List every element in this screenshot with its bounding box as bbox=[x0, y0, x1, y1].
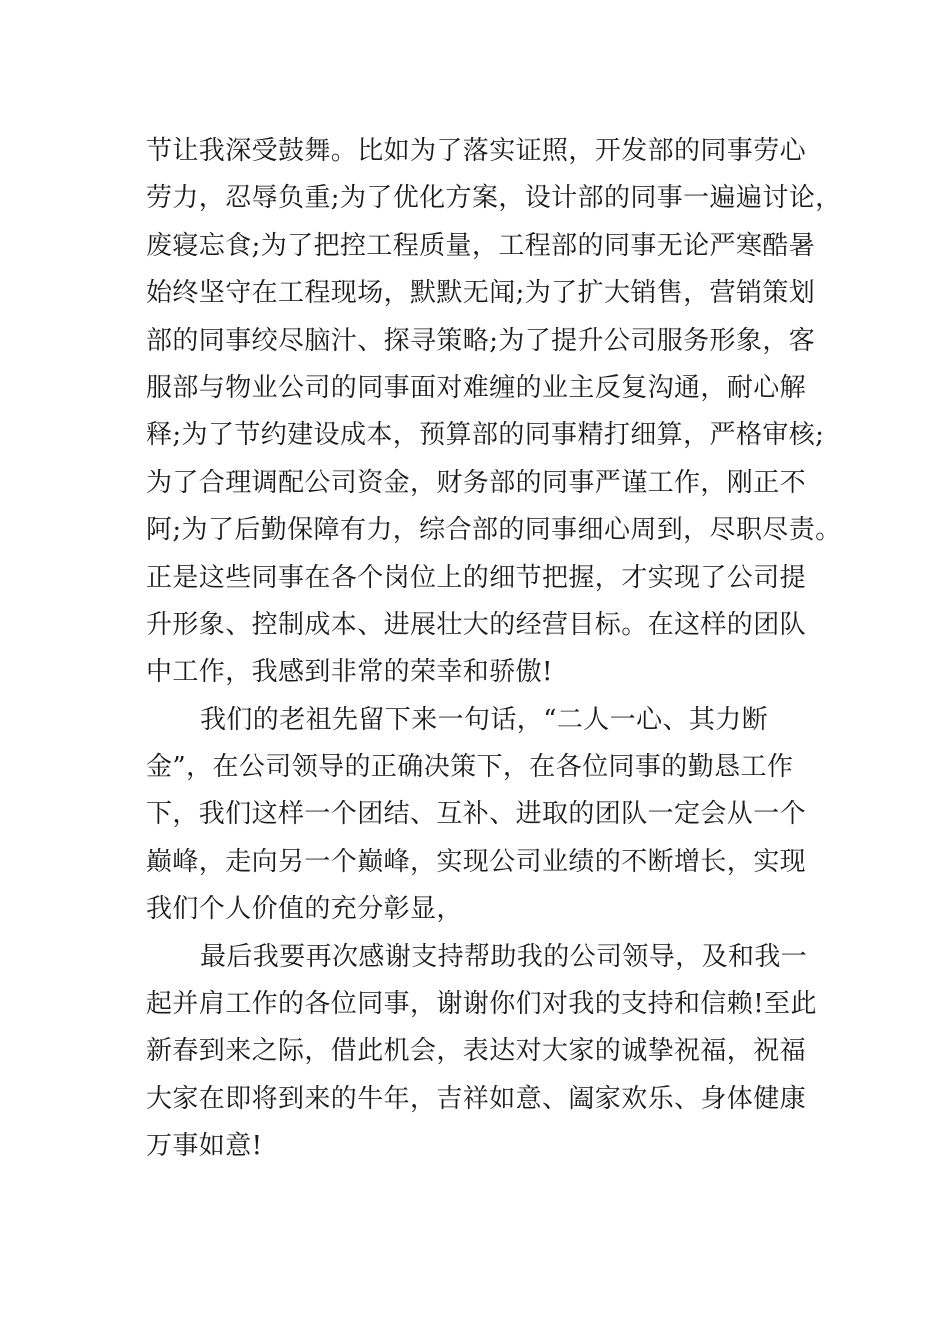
text-line: 服部与物业公司的同事面对难缠的业主反复沟通，耐心解 bbox=[146, 372, 807, 403]
text-line: 起并肩工作的各位同事，谢谢你们对我的支持和信赖!至此 bbox=[146, 989, 817, 1020]
text-line: 下，我们这样一个团结、互补、进取的团队一定会从一个 bbox=[146, 799, 807, 830]
paragraph-3 bbox=[146, 934, 816, 1171]
paragraph-2 bbox=[146, 697, 816, 934]
text-line: 废寝忘食;为了把控工程质量，工程部的同事无论严寒酷暑 bbox=[146, 230, 816, 261]
text-line: 金”，在公司领导的正确决策下，在各位同事的勤恳工作 bbox=[146, 752, 794, 783]
text-line: 我们个人价值的充分彰显， bbox=[146, 894, 463, 925]
text-line: 劳力，忍辱负重;为了优化方案，设计部的同事一遍遍讨论， bbox=[146, 183, 842, 214]
text-line: 万事如意! bbox=[146, 1131, 263, 1162]
text-line-indented: 我们的老祖先留下来一句话，“二人一心、其力断 bbox=[200, 704, 769, 735]
text-line: 升形象、控制成本、进展壮大的经营目标。在这样的团队 bbox=[146, 609, 807, 640]
document-body bbox=[146, 128, 842, 1171]
text-line: 部的同事绞尽脑汁、探寻策略;为了提升公司服务形象，客 bbox=[146, 325, 816, 356]
text-line: 中工作，我感到非常的荣幸和骄傲! bbox=[146, 657, 553, 688]
text-line: 为了合理调配公司资金，财务部的同事严谨工作，刚正不 bbox=[146, 467, 807, 498]
text-line: 节让我深受鼓舞。比如为了落实证照，开发部的同事劳心 bbox=[146, 136, 807, 166]
paragraph-1 bbox=[146, 128, 842, 697]
text-line: 释;为了节约建设成本，预算部的同事精打细算，严格审核; bbox=[146, 420, 825, 451]
text-line: 正是这些同事在各个岗位上的细节把握，才实现了公司提 bbox=[146, 562, 807, 593]
text-line: 新春到来之际，借此机会，表达对大家的诚挚祝福，祝福 bbox=[146, 1036, 807, 1067]
text-line: 始终坚守在工程现场，默默无闻;为了扩大销售，营销策划 bbox=[146, 278, 816, 309]
text-line: 巅峰，走向另一个巅峰，实现公司业绩的不断增长，实现 bbox=[146, 846, 807, 877]
text-line: 阿;为了后勤保障有力，综合部的同事细心周到，尽职尽责。 bbox=[146, 515, 842, 546]
text-line: 大家在即将到来的牛年，吉祥如意、阖家欢乐、身体健康 bbox=[146, 1083, 807, 1114]
text-line-indented: 最后我要再次感谢支持帮助我的公司领导，及和我一 bbox=[200, 941, 808, 972]
